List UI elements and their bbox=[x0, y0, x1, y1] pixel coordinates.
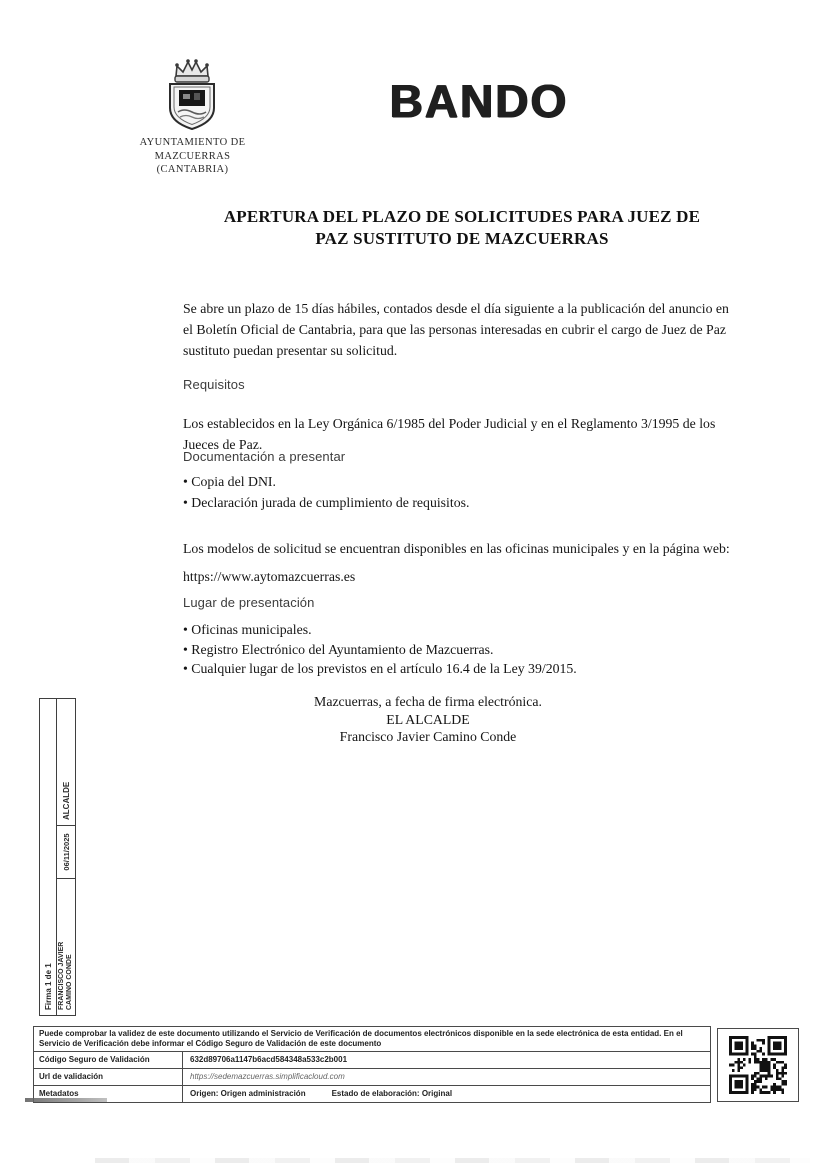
intro-paragraph: Se abre un plazo de 15 días hábiles, contados desde el día siguiente a la publicación del anuncio en el Boletín Oficial de Cantabria, para que las personas interesadas en cubrir el cargo de Juez de Paz sustituto puedan presentar su solicitud. bbox=[183, 300, 729, 358]
scan-artifact bbox=[25, 1098, 107, 1102]
org-name bbox=[100, 136, 285, 177]
table-row bbox=[34, 1068, 710, 1085]
list-item: • Copia del DNI. bbox=[183, 471, 741, 492]
modelos-text: Los modelos de solicitud se encuentran disponibles en las oficinas municipales y en la página web: bbox=[183, 540, 730, 556]
closing-name: Francisco Javier Camino Conde bbox=[339, 729, 517, 744]
signature-role: ALCALDE bbox=[61, 781, 71, 820]
list-item: • Oficinas municipales. bbox=[183, 619, 741, 640]
table-row bbox=[34, 1085, 710, 1102]
validation-table bbox=[33, 1026, 711, 1103]
signature-page-label: Firma 1 de 1 bbox=[40, 699, 57, 1015]
org-name-line: (CANTABRIA) bbox=[156, 164, 229, 175]
validation-url-label: Url de validación bbox=[34, 1069, 183, 1085]
section-label-lugar: Lugar de presentación bbox=[183, 595, 315, 610]
validation-notice: Puede comprobar la validez de este documento utilizando el Servicio de Verificación de documentos electrónicos disponible en la sede electrónica de esta entidad. En el Servicio de Verificación debe informar el Código Seguro de Validación de este documento bbox=[39, 1029, 683, 1048]
closing-place-line: Mazcuerras, a fecha de firma electrónica. bbox=[314, 694, 542, 709]
closing-role: EL ALCALDE bbox=[386, 711, 470, 727]
table-row bbox=[34, 1051, 710, 1068]
metadata-value bbox=[183, 1086, 710, 1102]
document-type-title: BANDO bbox=[389, 75, 569, 127]
csv-label: Código Seguro de Validación bbox=[34, 1052, 183, 1068]
metadata-label: Metadatos bbox=[34, 1086, 183, 1102]
signature-signer-name: FRANCISCO JAVIER CAMINO CONDE bbox=[57, 878, 75, 1015]
metadata-estado: Estado de elaboración: Original bbox=[331, 1089, 453, 1098]
section-label-documentacion: Documentación a presentar bbox=[183, 449, 346, 464]
signature-stamp-sidebar bbox=[39, 698, 76, 1016]
scan-artifact bbox=[95, 1158, 810, 1163]
metadata-origen: Origen: Origen administración bbox=[190, 1089, 306, 1098]
qr-code bbox=[717, 1028, 799, 1102]
signature-closing bbox=[183, 693, 673, 746]
section-label-requisitos: Requisitos bbox=[183, 377, 245, 392]
list-item: • Declaración jurada de cumplimiento de requisitos. bbox=[183, 492, 741, 513]
signature-date: 06/11/2025 bbox=[57, 825, 75, 878]
list-item: • Cualquier lugar de los previstos en el artículo 16.4 de la Ley 39/2015. bbox=[183, 658, 741, 679]
requisitos-text: Los establecidos en la Ley Orgánica 6/1985 del Poder Judicial y en el Reglamento 3/1995 de los Jueces de Paz. bbox=[183, 415, 716, 452]
list-item: • Registro Electrónico del Ayuntamiento de Mazcuerras. bbox=[183, 639, 741, 660]
org-name-line: MAZCUERRAS bbox=[154, 150, 231, 162]
website-url[interactable]: https://www.aytomazcuerras.es bbox=[183, 569, 356, 584]
validation-url-value[interactable]: https://sedemazcuerras.simplificacloud.com bbox=[190, 1072, 345, 1081]
page-title: APERTURA DEL PLAZO DE SOLICITUDES PARA JUEZ DE PAZ SUSTITUTO DE MAZCUERRAS bbox=[223, 207, 701, 248]
org-name-line: AYUNTAMIENTO DE bbox=[139, 137, 246, 148]
coat-of-arms-icon bbox=[150, 56, 234, 136]
csv-value: 632d89706a1147b6acd584348a533c2b001 bbox=[190, 1055, 348, 1064]
